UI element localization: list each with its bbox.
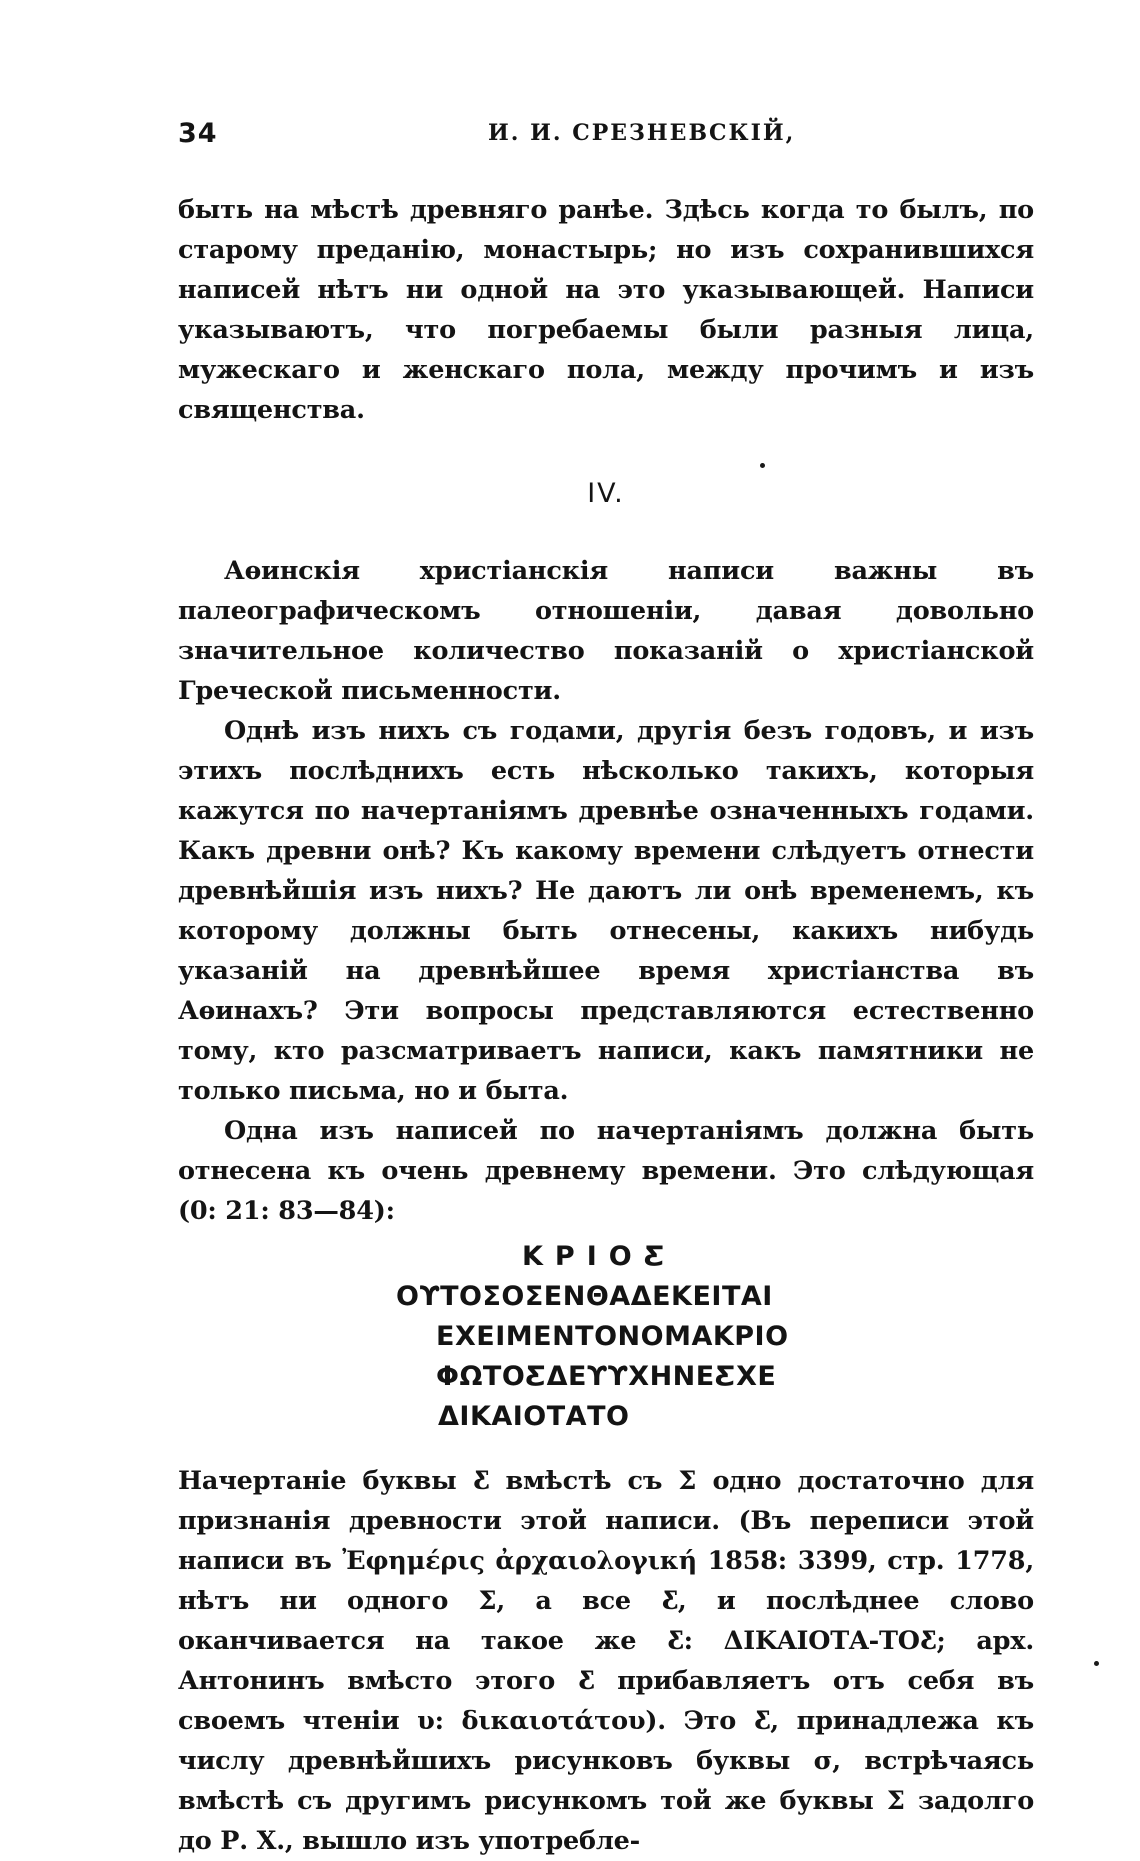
inscription-line: ΕΧΕΙΜΕΝΤΟΝΟΜΑΚΡΙΟ [436,1321,789,1352]
scan-speck [760,463,765,468]
paragraph-continuation: быть на мѣстѣ древняго ранѣе. Здѣсь когда то былъ, по старому преданію, монастырь; но изъ сохранившихся написей нѣтъ ни одной на это указывающей. Написи указываютъ, что погребаемы были разныя лица, мужескаго и женскаго пола, между прочимъ и изъ священства. [178,195,1034,425]
section-heading: IV. [587,478,625,509]
scan-speck [1094,1661,1099,1666]
page-header [178,118,1034,164]
greek-inscription [178,1237,1034,1437]
book-page [178,118,1034,1861]
paragraph-questions: Однѣ изъ нихъ съ годами, другія безъ годовъ, и изъ этихъ послѣднихъ есть нѣсколько такихъ, которыя кажутся по начертаніямъ древнѣе означенныхъ годами. Какъ древни онѣ? Къ какому времени слѣдуетъ отнести древнѣйшія изъ нихъ? Не даютъ ли онѣ временемъ, къ которому должны быть отнесены, какихъ нибудь указаній на древнѣйшее время христіанства въ Аѳинахъ? Эти вопросы представляются естественно тому, кто разсматриваетъ написи, какъ памятники не только письма, но и быта. [178,716,1034,1106]
paragraph-athens-inscriptions: Аѳинскія христіанскія написи важны въ палеографическомъ отношеніи, давая довольно значительное количество показаній о христіанской Греческой письменности. [178,556,1034,706]
inscription-line: ΟϒΤΟΣΟΣΕΝΘΑΔΕΚΕΙΤΑΙ [396,1281,773,1312]
paragraph-ancient-inscription-intro: Одна изъ написей по начертаніямъ должна быть отнесена къ очень древнему времени. Это слѣдующая (0: 21: 83—84): [178,1116,1034,1226]
inscription-line: ΦΩΤΟƸΔΕϒϒΧΗΝΕƸΧΕ [436,1361,777,1392]
inscription-line: ΚΡΙΟƸ [522,1241,677,1272]
paragraph-sigma-discussion: Начертаніе буквы Ƹ вмѣстѣ съ Σ одно достаточно для признанія древности этой написи. (Въ переписи этой написи въ Ἐφημέρις ἀρχαιολογική 1858: 3399, стр. 1778, нѣтъ ни одного Σ, а все Ƹ, и послѣднее слово оканчивается на такое же Ƹ: ΔΙΚΑΙΟΤΑ-ΤΟƸ; арх. Антонинъ вмѣсто этого Ƹ прибавляетъ отъ себя въ своемъ чтеніи υ: δικαιοτάτου). Это Ƹ, принадлежа къ числу древнѣйшихъ рисунковъ буквы σ, встрѣчаясь вмѣстѣ съ другимъ рисункомъ той же буквы Σ задолго до Р. Х., вышло изъ употребле- [178,1466,1034,1856]
running-head: И. И. СРЕЗНЕВСКІЙ, [488,120,796,146]
page-number: 34 [178,118,218,149]
inscription-line: ΔΙΚΑΙΟΤΑΤΟ [438,1401,630,1432]
